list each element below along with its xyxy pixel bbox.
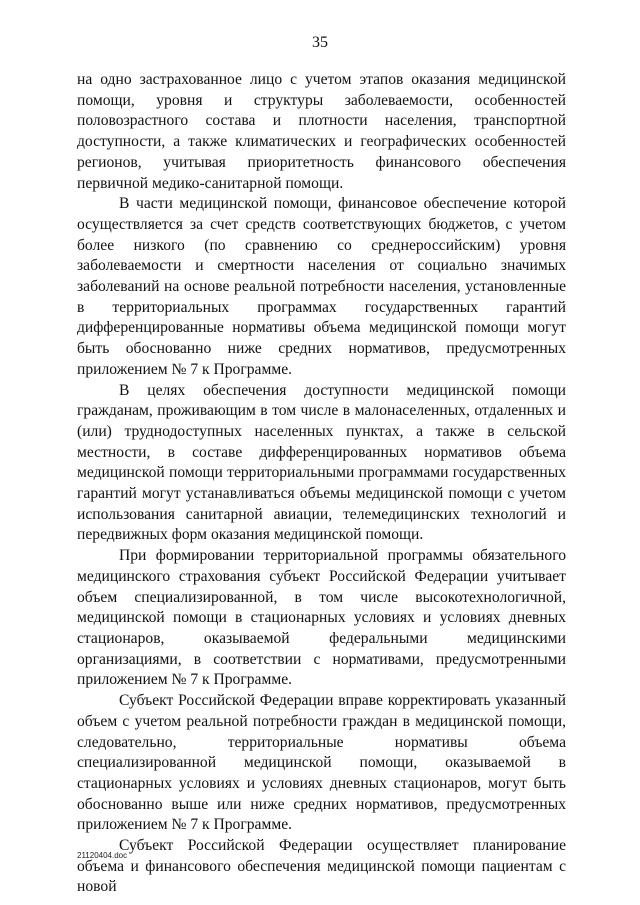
paragraph-5: Субъект Российской Федерации вправе корректировать указанный объем с учетом реальной потребности граждан в медицинской помощи, следовательно, территориальные нормативы объема специализированной медицинской помощи, оказываемой в стационарных условиях и условиях дневных стационаров, могут быть обоснованно выше или ниже средних нормативов, предусмотренных приложением № 7 к Программе. <box>77 692 566 834</box>
paragraph-1: на одно застрахованное лицо с учетом этапов оказания медицинской помощи, уровня и структуры заболеваемости, особенностей половозрастного состава и плотности населения, транспортной доступности, а также климатических и географических особенностей регионов, учитывая приоритетность финансового обеспечения первичной медико-санитарной помощи. <box>77 71 566 192</box>
paragraph-3: В целях обеспечения доступности медицинской помощи гражданам, проживающим в том числе в малонаселенных, отдаленных и (или) труднодоступных населенных пунктах, а также в сельской местности, в составе дифференцированных нормативов объема медицинской помощи территориальными программами государственных гарантий могут устанавливаться объемы медицинской помощи с учетом использования санитарной авиации, телемедицинских технологий и передвижных форм оказания медицинской помощи. <box>77 381 566 544</box>
paragraph-4: При формировании территориальной программы обязательного медицинского страхования субъект Российской Федерации учитывает объем специализированной, в том числе высокотехнологичной, медицинской помощи в стационарных условиях и условиях дневных стационаров, оказываемой федеральными медицинскими организациями, в соответствии с нормативами, предусмотренными приложением № 7 к Программе. <box>77 547 566 689</box>
paragraph-2: В части медицинской помощи, финансовое обеспечение которой осуществляется за счет средств соответствующих бюджетов, с учетом более низкого (по сравнению со среднероссийским) уровня заболеваемости и смертности населения от социально значимых заболеваний на основе реальной потребности населения, установленные в территориальных программах государственных гарантий дифференцированные нормативы объема медицинской помощи могут быть обоснованно ниже средних нормативов, предусмотренных приложением № 7 к Программе. <box>77 195 566 378</box>
footer-file-code: 21120404.doc <box>77 851 128 860</box>
page-number: 35 <box>312 34 328 51</box>
document-body <box>77 70 566 898</box>
paragraph-6: Субъект Российской Федерации осуществляет планирование объема и финансового обеспечения медицинской помощи пациентам с новой <box>77 837 566 896</box>
